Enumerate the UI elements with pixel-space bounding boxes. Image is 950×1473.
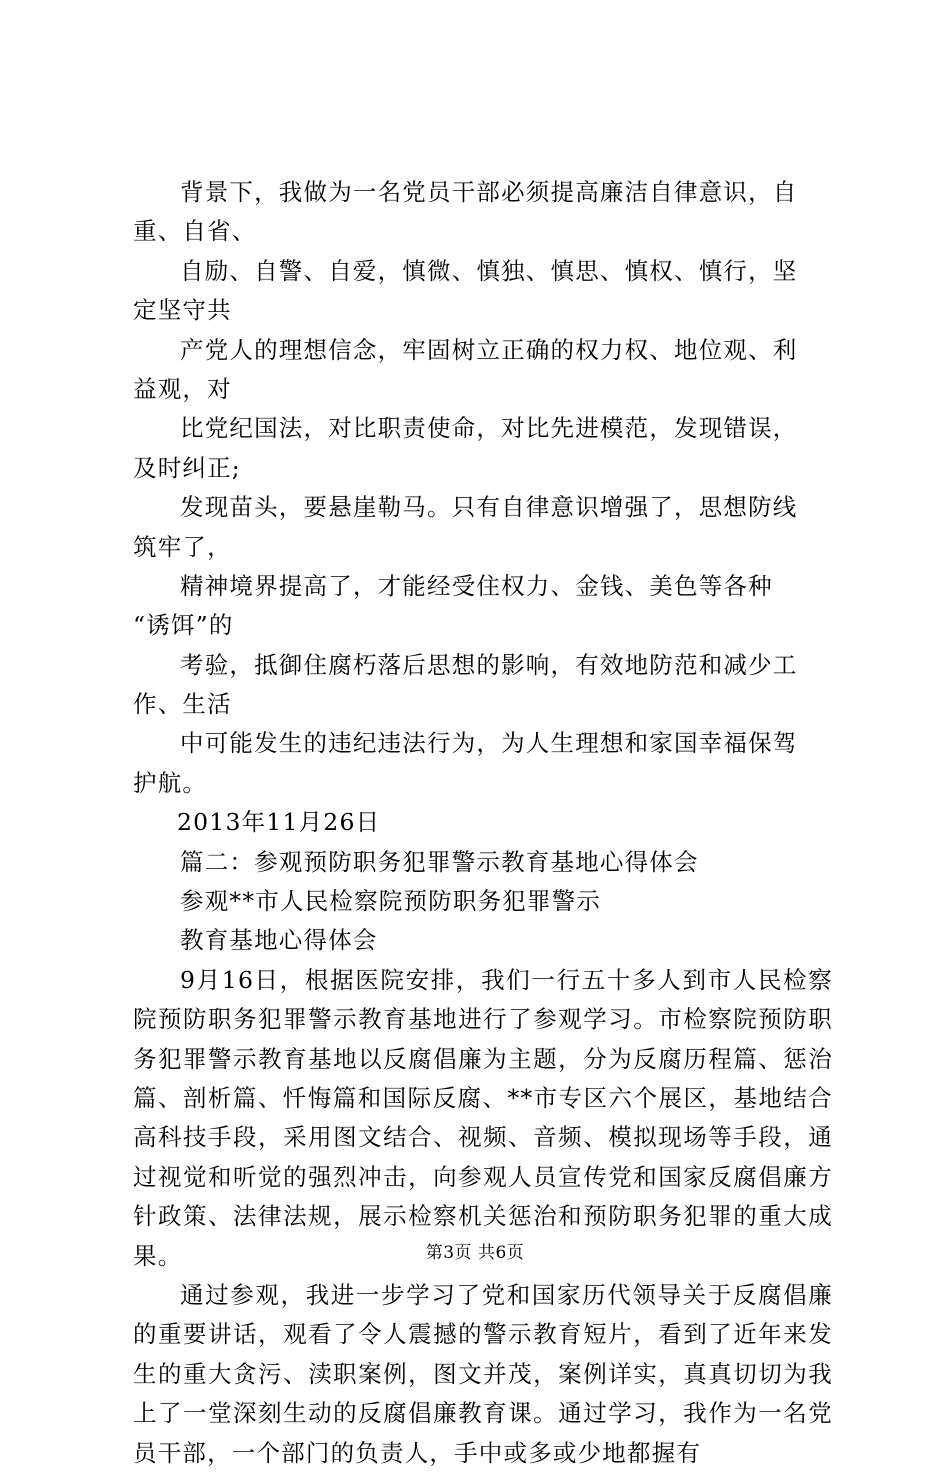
paragraph: 通过参观，我进一步学习了党和国家历代领导关于反腐倡廉的重要讲话，观看了令人震撼的警示教育短片，看到了近年来发生的重大贪污、渎职案例，图文并茂，案例详实，真真切切为我上了一堂深刻生动的反腐倡廉教育课。通过学习，我作为一名党员干部，一个部门的负责人，手中或多或少地都握有 [133, 1281, 833, 1467]
text-line: 及时纠正; [133, 453, 241, 482]
page-footer: 第3页 共6页 [425, 1243, 525, 1263]
text-line: 考验，抵御住腐朽落后思想的影响，有效地防范和减少工 [180, 650, 798, 679]
text-line: 筑牢了， [133, 532, 232, 561]
section-title: 篇二：参观预防职务犯罪警示教育基地心得体会 [180, 847, 699, 876]
text-line: 益观，对 [133, 374, 232, 403]
text-line: 定坚守共 [133, 296, 232, 325]
document-body [133, 173, 833, 1473]
text-line: 作、生活 [133, 690, 232, 719]
text-line: 发现苗头，要悬崖勒马。只有自律意识增强了，思想防线 [180, 493, 798, 522]
subtitle-line: 教育基地心得体会 [180, 926, 378, 955]
text-line: “诱饵”的 [133, 611, 234, 640]
text-line: 精神境界提高了，才能经受住权力、金钱、美色等各种 [180, 571, 773, 600]
text-line: 自励、自警、自爱，慎微、慎独、慎思、慎权、慎行，坚 [180, 256, 798, 285]
subtitle-line: 参观**市人民检察院预防职务犯罪警示 [180, 887, 602, 916]
text-line: 背景下，我做为一名党员干部必须提高廉洁自律意识，自 [180, 178, 798, 206]
text-line: 重、自省、 [133, 217, 257, 246]
date-line: 2013年11月26日 [177, 808, 381, 837]
paragraph: 9月16日，根据医院安排，我们一行五十多人到市人民检察院预防职务犯罪警示教育基地进行了参观学习。市检察院预防职务犯罪警示教育基地以反腐倡廉为主题，分为反腐历程篇、惩治篇、剖析篇、忏悔篇和国际反腐、**市专区六个展区，基地结合高科技手段，采用图文结合、视频、音频、模拟现场等手段，通过视觉和听觉的强烈冲击，向参观人员宣传党和国家反腐倡廉方针政策、法律法规，展示检察机关惩治和预防职务犯罪的重大成果。 [133, 965, 833, 1270]
text-line: 护航。 [133, 768, 208, 797]
text-line: 中可能发生的违纪违法行为，为人生理想和家国幸福保驾 [180, 729, 798, 758]
text-line: 产党人的理想信念，牢固树立正确的权力权、地位观、利 [180, 335, 798, 364]
text-line: 比党纪国法，对比职责使命，对比先进模范，发现错误， [180, 414, 798, 443]
